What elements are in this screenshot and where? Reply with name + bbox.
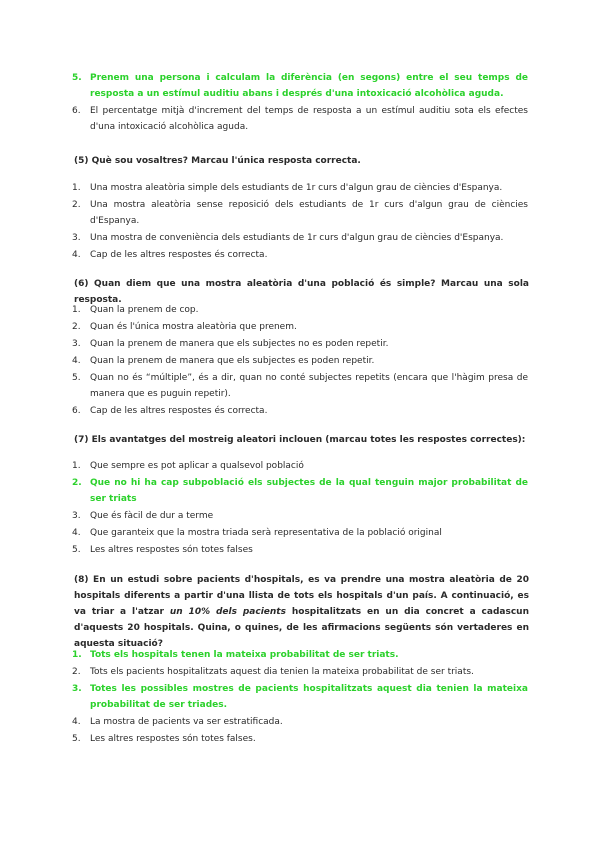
item-number: 3. <box>72 233 81 243</box>
item-number: 1. <box>72 461 81 471</box>
list-item <box>72 403 528 419</box>
list-item <box>72 458 528 474</box>
list-item <box>72 475 528 507</box>
list-item <box>72 302 528 318</box>
list-item <box>72 247 528 263</box>
item-number: 2. <box>72 200 81 210</box>
item-number: 5. <box>72 373 81 383</box>
item-text: Quan la prenem de cop. <box>90 305 199 315</box>
question-8-title <box>74 572 529 652</box>
question-7-title: (7) Els avantatges del mostreig aleatori inclouen (marcau totes les respostes correctes): <box>74 435 526 445</box>
item-text: Quan és l'única mostra aleatòria que prenem. <box>90 322 297 332</box>
answer-list-top <box>72 70 528 136</box>
item-text: Prenem una persona i calculam la diferència (en segons) entre el seu temps de resposta a un estímul auditiu abans i després d'una intoxicació alcohòlica aguda. <box>90 73 528 99</box>
answer-list-q8 <box>72 647 528 748</box>
item-text: Una mostra aleatòria sense reposició dels estudiants de 1r curs d'algun grau de ciències d'Espanya. <box>90 200 528 226</box>
item-text: Quan no és “múltiple”, és a dir, quan no conté subjectes repetits (encara que l'hàgim presa de manera que es puguin repetir). <box>90 373 528 399</box>
item-number: 2. <box>72 667 81 677</box>
list-item <box>72 319 528 335</box>
item-number: 4. <box>72 528 81 538</box>
answer-list-q5 <box>72 180 528 264</box>
list-item <box>72 197 528 229</box>
item-number: 1. <box>72 305 81 315</box>
question-8-title-end: hospitalitzats en un dia concret a cadascun d'aquests 20 hospitals. Quina, o quines, de les afirmacions següents són vertaderes en aquesta situació? <box>74 607 529 649</box>
list-item <box>72 647 528 663</box>
item-number: 5. <box>72 73 82 83</box>
item-number: 4. <box>72 717 81 727</box>
item-text: El percentatge mitjà d'increment del temps de resposta a un estímul auditiu sota els efectes d'una intoxicació alcohòlica aguda. <box>90 106 528 132</box>
list-item <box>72 542 528 558</box>
item-text: Una mostra de conveniència dels estudiants de 1r curs d'algun grau de ciències d'Espanya. <box>90 233 504 243</box>
item-number: 5. <box>72 545 81 555</box>
list-item <box>72 508 528 524</box>
item-number: 5. <box>72 734 81 744</box>
item-text: Que sempre es pot aplicar a qualsevol població <box>90 461 304 471</box>
list-item <box>72 370 528 402</box>
list-item <box>72 353 528 369</box>
list-item <box>72 681 528 713</box>
question-5-title: (5) Què sou vosaltres? Marcau l'única resposta correcta. <box>74 156 361 166</box>
item-number: 2. <box>72 478 82 488</box>
list-item <box>72 70 528 102</box>
item-number: 2. <box>72 322 81 332</box>
item-number: 6. <box>72 406 81 416</box>
item-number: 3. <box>72 511 81 521</box>
item-text: Quan la prenem de manera que els subjectes es poden repetir. <box>90 356 375 366</box>
item-text: Quan la prenem de manera que els subjectes no es poden repetir. <box>90 339 389 349</box>
list-item <box>72 525 528 541</box>
answer-list-q6 <box>72 302 528 420</box>
list-item <box>72 714 528 730</box>
question-8-title-start: (8) En un estudi sobre pacients d'hospitals, es va prendre una mostra aleatòria de 20 hospitals diferents a partir d'una llista de tots els hospitals d'un país. A continuació, es va triar a l'atzar <box>74 575 529 617</box>
item-number: 3. <box>72 684 82 694</box>
question-8-title-emphasis: un 10% dels pacients <box>169 607 286 617</box>
list-item <box>72 664 528 680</box>
question-6-title: (6) Quan diem que una mostra aleatòria d'una població és simple? Marcau una sola resposta. <box>74 279 529 305</box>
item-text: Tots els pacients hospitalitzats aquest dia tenien la mateixa probabilitat de ser triats. <box>90 667 474 677</box>
list-item <box>72 731 528 747</box>
answer-list-q7 <box>72 458 528 559</box>
item-text: Totes les possibles mostres de pacients hospitalitzats aquest dia tenien la mateixa probabilitat de ser triades. <box>90 684 528 710</box>
item-text: Que garanteix que la mostra triada serà representativa de la població original <box>90 528 442 538</box>
list-item <box>72 336 528 352</box>
list-item <box>72 180 528 196</box>
item-number: 1. <box>72 650 82 660</box>
item-text: Que no hi ha cap subpoblació els subjectes de la qual tenguin major probabilitat de ser triats <box>90 478 528 504</box>
item-text: Les altres respostes són totes falses. <box>90 734 256 744</box>
item-number: 3. <box>72 339 81 349</box>
list-item <box>72 103 528 135</box>
item-text: Una mostra aleatòria simple dels estudiants de 1r curs d'algun grau de ciències d'Espanya. <box>90 183 503 193</box>
item-number: 1. <box>72 183 81 193</box>
item-text: Les altres respostes són totes falses <box>90 545 253 555</box>
item-text: Cap de les altres respostes és correcta. <box>90 406 268 416</box>
item-text: Que és fàcil de dur a terme <box>90 511 214 521</box>
item-text: Tots els hospitals tenen la mateixa probabilitat de ser triats. <box>90 650 399 660</box>
list-item <box>72 230 528 246</box>
item-number: 6. <box>72 106 81 116</box>
item-text: La mostra de pacients va ser estratificada. <box>90 717 283 727</box>
item-number: 4. <box>72 250 81 260</box>
item-number: 4. <box>72 356 81 366</box>
item-text: Cap de les altres respostes és correcta. <box>90 250 268 260</box>
